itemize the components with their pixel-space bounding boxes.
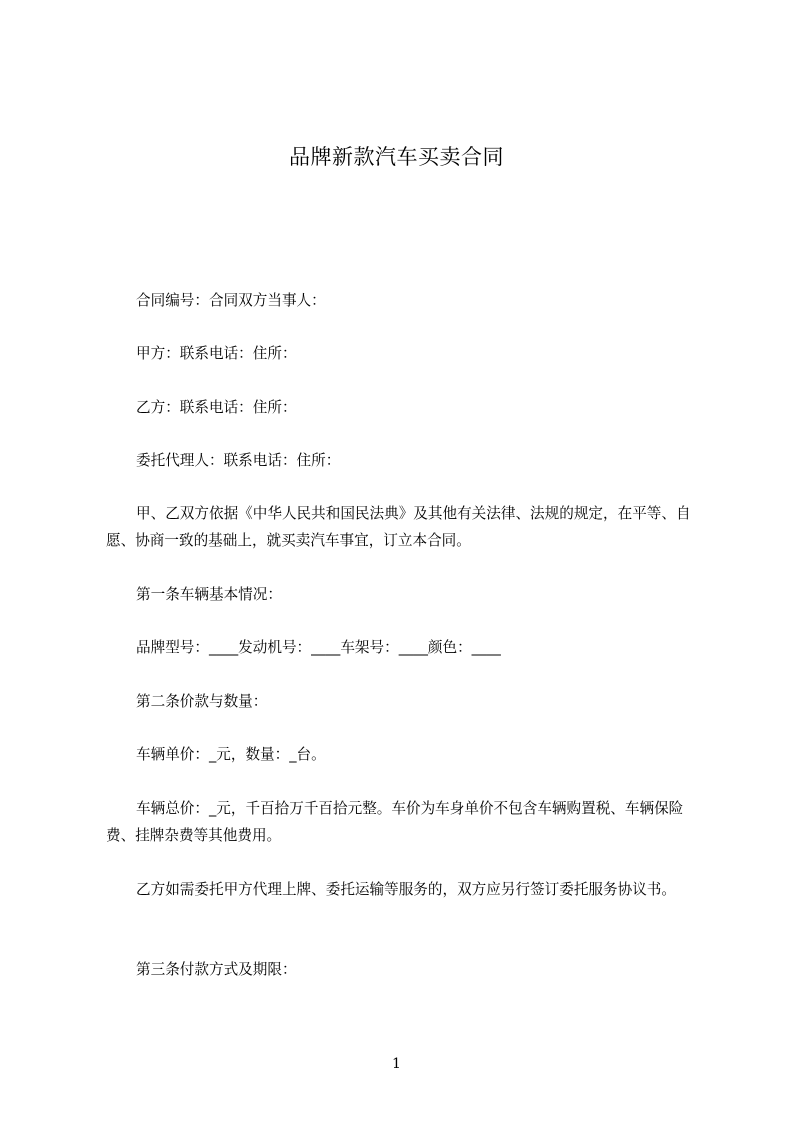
party-b-line: 乙方：联系电话：住所： (136, 399, 297, 416)
page-number: 1 (392, 1056, 401, 1072)
unit-price-line: 车辆单价：_元，数量：_台。 (136, 746, 326, 763)
total-price-paragraph: 车辆总价：_元，千百拾万千百拾元整。车价为车身单价不包含车辆购置税、车辆保险费、挂牌杂费等其他费用。 (106, 800, 684, 844)
agency-service-paragraph: 乙方如需委托甲方代理上牌、委托运输等服务的，双方应另行签订委托服务协议书。 (136, 881, 676, 898)
preamble-paragraph: 甲、乙双方依据《中华人民共和国民法典》及其他有关法律、法规的规定，在平等、自愿、协商一致的基础上，就买卖汽车事宜，订立本合同。 (106, 505, 691, 549)
article-1-heading: 第一条车辆基本情况： (136, 586, 282, 603)
party-a-line: 甲方：联系电话：住所： (136, 345, 297, 362)
document-title: 品牌新款汽车买卖合同 (289, 145, 504, 169)
article-3-heading: 第三条付款方式及期限： (136, 961, 297, 978)
agent-line: 委托代理人：联系电话：住所： (136, 452, 341, 469)
contract-number-line: 合同编号：合同双方当事人： (136, 292, 326, 309)
article-2-heading: 第二条价款与数量： (136, 693, 268, 710)
vehicle-details-line: 品牌型号：____发动机号：____车架号：____颜色：____ (136, 639, 501, 656)
